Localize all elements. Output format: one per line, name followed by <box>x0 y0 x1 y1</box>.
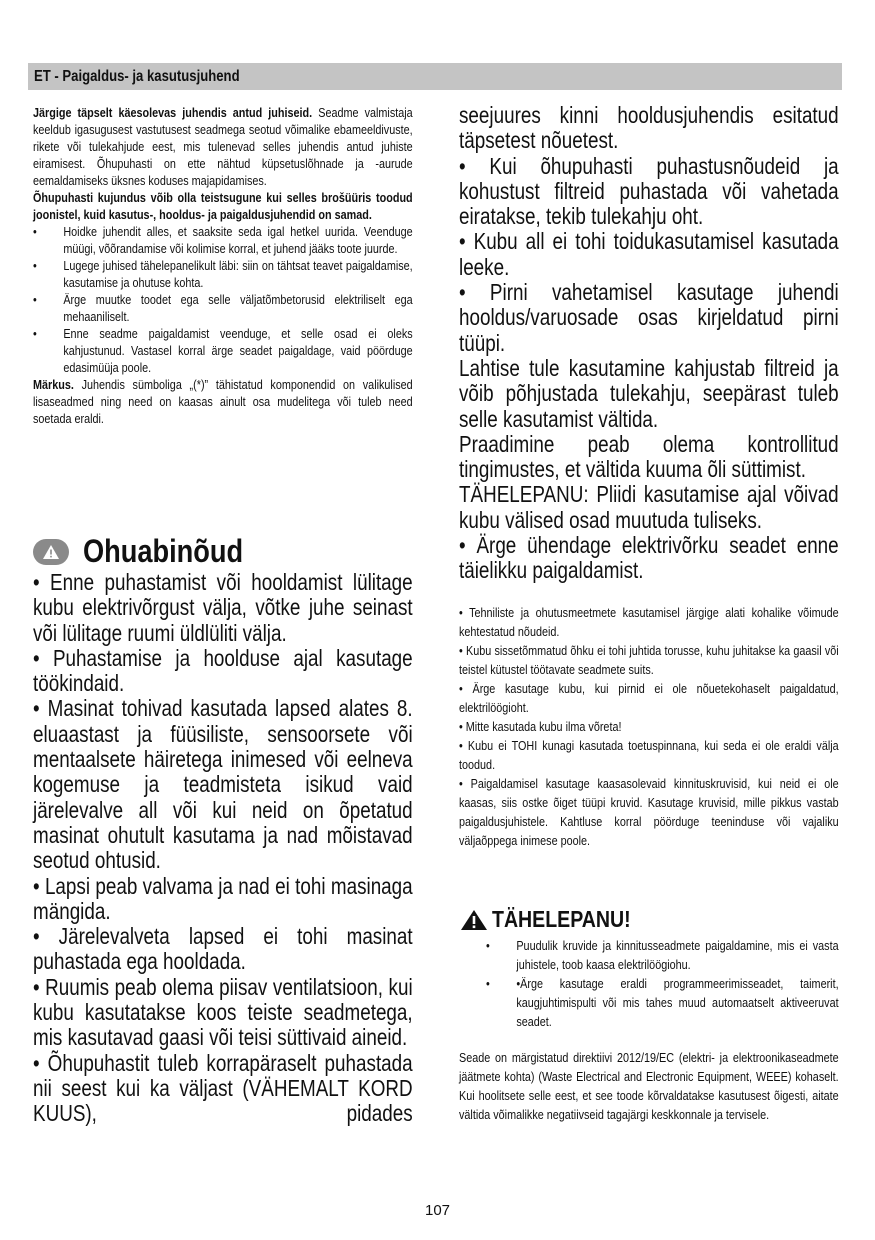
installation-note: • Mitte kasutada kubu ilma võreta! <box>459 719 622 734</box>
weee-block <box>459 1048 839 1124</box>
intro-design-note <box>33 189 413 223</box>
weee-paragraph: Seade on märgistatud direktiivi 2012/19/EC (elektri- ja elektroonikaseadmete jäätmete kohta) (Waste Electrical and Electronic Equipment, WEEE) kohaselt. Kui hoolitsete selle eest, et see toode kõrvaldatakse kasutusest õigesti, aitate vältida võimalikke negatiivseid tagajärgi keskkonnale ja tervisele. <box>459 1050 839 1122</box>
intro-bullets <box>33 223 413 376</box>
bullet-item <box>33 223 413 257</box>
bullet-marker: • <box>33 224 37 239</box>
safety-item: • Kui õhupuhasti puhastusnõudeid ja kohustust filtreid puhastada või vahetada eiratakse, tekib tulekahju oht. <box>459 152 839 230</box>
warning-title: TÄHELEPANU! <box>492 906 631 932</box>
bullet-marker: • <box>486 938 490 953</box>
page-number: 107 <box>424 1202 451 1219</box>
safety-item: • Lapsi peab valvama ja nad ei tohi masinaga mängida. <box>33 872 413 924</box>
safety-item: • Masinat tohivad kasutada lapsed alates 8. eluaastast ja füüsiliste, sensoorsete või mentaalsete häiretega inimesed või eelneva kogemuse ja teadmisteta isikud vaid järelevalve all või kui neid on õpetatud masinat ohutult kasutama ja nad mõistavad seotud ohtusid. <box>33 695 413 874</box>
safety-item: • Ruumis peab olema piisav ventilatsioon, kui kubu kasutatakse koos teiste seadmetega, mis kasutavad gaasi või teisi süttivaid aineid. <box>33 973 413 1051</box>
warning-triangle-icon <box>460 909 488 931</box>
safety-item: • Järelevalveta lapsed ei tohi masinat puhastada ega hooldada. <box>33 923 413 975</box>
bullet-item <box>486 936 839 974</box>
safety-item: • Enne puhastamist või hooldamist lülitage kubu elektrivõrgust välja, võtke juhe seinast või lülitage ruumi üldlüliti välja. <box>33 569 413 646</box>
bullet-marker: • <box>33 326 37 341</box>
bullet-marker: • <box>33 258 37 273</box>
bullet-item <box>486 974 839 1031</box>
bullet-item <box>33 257 413 291</box>
safety-item: seejuures kinni hooldusjuhendis esitatud täpsetest nõuetest. <box>459 102 839 154</box>
warning-heading <box>460 906 655 933</box>
safety-item: • Ärge ühendage elektrivõrku seadet enne täielikku paigaldamist. <box>459 532 839 584</box>
safety-item: • Kubu all ei tohi toidukasutamisel kasutada leeke. <box>459 228 839 280</box>
intro-text: Seadme valmistaja keeldub igasugusest vastutusest seadmega seotud võimalike ebameeldivuste, rikete või tulekahjude eest, mis tulenevad selles juhendis antud juhiste eiramisest. Õhupuhasti on ette nähtud küpsetuslõhnade ja -aurude eemaldamiseks üksnes koduses majapidamises. <box>33 105 413 188</box>
safety-item: TÄHELEPANU: Pliidi kasutamise ajal võivad kubu välised osad muutuda tuliseks. <box>459 481 839 533</box>
note-label: Märkus. <box>33 377 74 392</box>
bullet-marker: • <box>33 292 37 307</box>
bullet-text: •Ärge kasutage eraldi programmeerimisseadet, taimerit, kaugjuhtimispulti või mis tahes muud automaatselt aktiveeruvat seadet. <box>516 976 839 1029</box>
safety-item: • Puhastamise ja hoolduse ajal kasutage töökindaid. <box>33 644 413 697</box>
note-text: Juhendis sümboliga „(*)” tähistatud komponendid on valikulised lisaseadmed ning need on kaasas ainult osa mudelitega või tuleb need soetada eraldi. <box>33 377 413 426</box>
safety-item: • Õhupuhastit tuleb korrapäraselt puhastada nii seest kui ka väljast (VÄHEMALT KORD KUUS), pidades <box>33 1049 413 1127</box>
safety-item: • Pirni vahetamisel kasutage juhendi hooldus/varuosade osas kirjeldatud pirni tüüpi. <box>459 279 839 356</box>
bullet-text: Ärge muutke toodet ega selle väljatõmbetorusid elektriliselt ega mehaaniliselt. <box>63 292 413 324</box>
installation-note: • Kubu ei TOHI kunagi kasutada toetuspinnana, kui seda ei ole eraldi välja toodud. <box>459 738 839 772</box>
bullet-text: Enne seadme paigaldamist veenduge, et selle osad ei oleks kahjustunud. Vastasel korral ärge seadet paigaldage, vaid pöörduge edasimüüja poole. <box>63 326 413 375</box>
intro-block <box>33 104 413 427</box>
bullet-marker: • <box>486 976 490 991</box>
bullet-item <box>33 325 413 376</box>
design-note-bold: Õhupuhasti kujundus võib olla teistsugune kui selles brošüüris toodud joonistel, kuid kasutus-, hooldus- ja paigaldusjuhendid on samad. <box>33 190 413 222</box>
warning-circle-icon <box>33 539 69 565</box>
section-header <box>28 63 842 90</box>
safety-item: Praadimine peab olema kontrollitud tingimustes, et vältida kuuma õli süttimist. <box>459 430 839 483</box>
installation-note: • Paigaldamisel kasutage kaasasolevaid kinnituskruvisid, kui neid ei ole kaasas, siis ostke õiget tüüpi kruvid. Kasutage kruvisid, mille pikkus vastab paigaldusjuhistele. Kahtluse korral pöörduge teeninduse või vajaliku väljaõppega inimese poole. <box>459 776 839 848</box>
installation-note: • Tehniliste ja ohutusmeetmete kasutamisel järgige alati kohalike võimude kehtestatud nõudeid. <box>459 605 839 639</box>
safety-title: Ohuabinõud <box>83 533 244 569</box>
bullet-item <box>33 291 413 325</box>
installation-note: • Ärge kasutage kubu, kui pirnid ei ole nõuetekohaselt paigaldatud, elektrilöögioht. <box>459 681 839 715</box>
warning-bullets <box>486 936 839 1031</box>
bullet-text: Lugege juhised tähelepanelikult läbi: siin on tähtsat teavet paigaldamise, kasutamise ja ohutuse kohta. <box>63 258 413 290</box>
safety-item: Lahtise tule kasutamine kahjustab filtreid ja võib põhjustada tulekahju, seepärast tuleb selle kasutamist vältida. <box>459 354 839 432</box>
section-title: ET - Paigaldus- ja kasutusjuhend <box>34 68 240 85</box>
bullet-text: Puudulik kruvide ja kinnitusseadmete paigaldamine, mis ei vasta juhistele, toob kaasa elektrilöögiohu. <box>516 938 839 972</box>
bullet-text: Hoidke juhendit alles, et saaksite seda igal hetkel uurida. Veenduge müügi, võõrandamise või kolimise korral, et juhend jääks toote juurde. <box>63 224 413 256</box>
intro-bold: Järgige täpselt käesolevas juhendis antud juhiseid. <box>33 105 313 120</box>
note-paragraph <box>33 376 413 427</box>
installation-notes <box>459 603 839 850</box>
intro-paragraph <box>33 104 413 189</box>
safety-heading <box>33 533 271 570</box>
safety-list-right <box>459 103 839 584</box>
installation-note: • Kubu sissetõmmatud õhku ei tohi juhtida torusse, kuhu juhitakse ka gaasil või teistel kütustel töötavate seadmete suits. <box>459 643 839 677</box>
safety-list-left <box>33 570 413 1127</box>
